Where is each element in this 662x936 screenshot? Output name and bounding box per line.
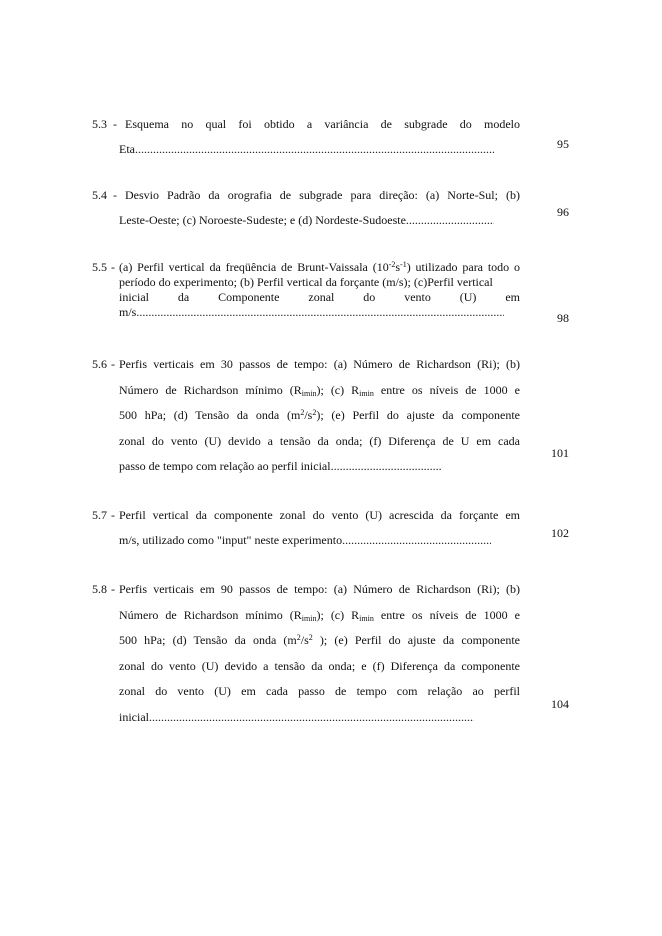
entry-text: Perfis verticais em 30 passos de tempo: (a) Número de Richardson (Ri); (b)	[119, 357, 520, 371]
entry-text: Leste-Oeste; (c) Noroeste-Sudeste; e (d) Nordeste-Sudoeste	[119, 213, 406, 227]
entry-text: (a) Perfil vertical da freqüência de Brunt-Vaissala $(10^{-2}s^{-1})$ utilizado para todo o	[119, 260, 521, 274]
entry-separator: -	[111, 357, 115, 371]
entry-number: 5.7	[92, 508, 107, 522]
entry-line	[92, 208, 494, 233]
entry-line	[92, 705, 474, 731]
entry-text: Número de Richardson mínimo $(R_{imin})$; (c) $R_{imin}$ entre os níveis de 1000 e	[119, 382, 521, 398]
dot-leader	[149, 705, 474, 731]
entry-text: zonal do vento (U) em cada passo de tempo com relação ao perfil	[119, 684, 520, 698]
entry-line	[92, 183, 520, 208]
page-number: 96	[557, 205, 569, 219]
page-number: 101	[551, 446, 569, 460]
entry-separator: -	[113, 117, 117, 131]
entry-text: m/s	[119, 305, 137, 319]
entry-separator: -	[111, 260, 115, 274]
entry-text: zonal do vento (U) devido a tensão da onda; (f) Diferença de U em cada	[119, 433, 520, 448]
entry-number: 5.4	[92, 188, 107, 202]
entry-text: Perfil vertical da componente zonal do vento (U) acrescida da forçante em	[119, 508, 520, 522]
entry-text: Eta	[119, 142, 135, 156]
page-number: 95	[557, 137, 569, 151]
dot-leader	[135, 137, 494, 162]
entry-number: 5.8	[92, 582, 107, 596]
entry-text: inicial	[119, 709, 149, 724]
dot-leader	[331, 454, 441, 480]
entry-line	[92, 378, 520, 404]
figure-entry-5-5	[92, 260, 520, 320]
figure-entry-5-7	[92, 503, 520, 553]
entry-separator: -	[111, 582, 115, 596]
entry-text: Número de Richardson mínimo $(R_{imin})$; (c) $R_{imin}$ entre os níveis de 1000 e	[119, 607, 521, 623]
entry-line	[92, 577, 520, 603]
entry-text: inicial da Componente zonal do vento (U) em	[119, 290, 520, 304]
entry-line	[92, 454, 441, 480]
dot-leader	[406, 208, 494, 233]
entry-line	[92, 654, 520, 680]
entry-line	[92, 137, 494, 162]
dot-leader	[136, 305, 504, 320]
entry-line	[92, 260, 520, 275]
entry-text: Desvio Padrão da orografia de subgrade para direção: (a) Norte-Sul; (b)	[125, 188, 520, 202]
entry-separator: -	[111, 508, 115, 522]
entry-text: período do experimento; (b) Perfil vertical da forçante (m/s); (c)Perfil vertical	[119, 275, 493, 289]
figure-entry-5-3	[92, 112, 520, 162]
entry-line	[92, 403, 520, 429]
entry-line	[92, 603, 520, 629]
entry-text: 500 hPa; (d) Tensão da onda $(m^2/s^2)$; (e) Perfil do ajuste da componente	[119, 408, 520, 422]
figure-entry-5-4	[92, 183, 520, 233]
entry-line	[92, 528, 491, 553]
entry-line	[92, 290, 520, 305]
dot-leader	[342, 528, 491, 553]
entry-number: 5.3	[92, 117, 107, 131]
page-number: 102	[551, 526, 569, 540]
entry-line	[92, 679, 520, 705]
entry-text: 500 hPa; (d) Tensão da onda ($m^2/s^2$ ); (e) Perfil do ajuste da componente	[119, 633, 521, 647]
entry-text: Esquema no qual foi obtido a variância de subgrade do modelo	[125, 117, 520, 131]
entry-separator: -	[113, 188, 117, 202]
entry-line	[92, 305, 504, 320]
page-number: 104	[551, 697, 569, 711]
entry-line	[92, 352, 520, 378]
entry-line	[92, 503, 520, 528]
entry-line	[92, 112, 520, 137]
entry-text: m/s, utilizado como "input" neste experimento	[119, 533, 343, 547]
entry-line	[92, 628, 520, 654]
entry-text: Perfis verticais em 90 passos de tempo: (a) Número de Richardson (Ri); (b)	[119, 582, 520, 596]
entry-number: 5.6	[92, 357, 107, 371]
entry-text: passo de tempo com relação ao perfil inicial	[119, 459, 331, 473]
entry-number: 5.5	[92, 260, 107, 274]
figure-entry-5-8	[92, 577, 520, 730]
figure-entry-5-6	[92, 352, 520, 480]
entry-text: zonal do vento (U) devido a tensão da onda; e (f) Diferença da componente	[119, 658, 520, 673]
page-number: 98	[557, 311, 569, 325]
entry-line	[92, 429, 520, 455]
entry-line	[92, 275, 520, 290]
